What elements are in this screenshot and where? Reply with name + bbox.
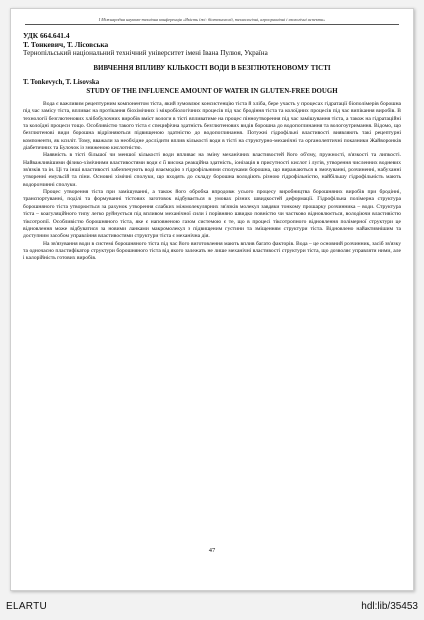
authors-ukrainian: Т. Тонкевич, Т. Лісовська (23, 40, 109, 49)
article-content (23, 31, 401, 263)
body-paragraph: Наявність в тісті більшої чи меншої кількості води впливає на зміну механічних властивостей його об'єму, пружності, в'язкості та липкості. Найважливішими фізико-хімічними властивостями води є її висока реакційна здатність, іонізація в присутності кислот і лугів, утворення численних водневих зв'язків та ін. Ці та інші властивості забезпечують воді взаємодію з гідрофільними сполуками борошна, що виражаються в змочуванні, розчиненні, набуханні утворенні емульсій та піни. Основні хімічні сполуки, що входять до складу борошна володіють різною гідрофільністю, найбільшу гідрофільність мають водорозчинні сполуки. (23, 152, 401, 188)
body-paragraph: На зв'язування води в системі борошняного тіста під час його виготовлення мають вплив багато факторів. Вода – це основний розчинник, засіб зв'язку та одночасно пластифікатор структури борошняного тіста від якого залежать не лише механічні властивості структури тіста, що дозволяє управляти ними, але і калорійність готових виробів. (23, 240, 401, 262)
running-header: І Міжнародна науково-технічна конференція «Якість їжі: біотехнології, технологічні, агроорганічні і екологічні аспекти» (25, 17, 399, 25)
title-ukrainian: ВИВЧЕННЯ ВПЛИВУ КІЛЬКОСТІ ВОДИ В БЕЗГЛЮТЕНОВОМУ ТІСТІ (93, 64, 331, 72)
authors-english: T. Tonkevych, T. Lisovska (23, 79, 100, 86)
page-number: 47 (208, 547, 216, 554)
footer-repository-name: ELARTU (6, 601, 48, 612)
title-english: STUDY OF THE INFLUENCE AMOUNT OF WATER IN GLUTEN-FREE DOUGH (86, 87, 338, 95)
article-body (23, 101, 401, 263)
body-paragraph: Процес утворення тіста при замішуванні, а також його обробка впродовж усього процесу виробництва борошняних виробів при бродінні, транспортуванні, поділі та формуванні тістових заготовок відбувається в умовах різних швидкостей деформації. Гідрофільна полімерна структура борошняного тіста утворюється за рахунок утворення слабких міжмолекулярних зв'язків молекул завдяки тонкому прошарку розчинника – води. Структура тіста – коагуляційного типу легко руйнується під впливом механічної сили і порівняно швидко повністю чи частково відновлюється, володіючи властивістю тіксотропії. Особливістю борошняного тіста, яке є наповненою газом системою є те, що в процесі тіксотропного відновлення полімерної структури це відновлення може відбуватися за новими ланками макромолекул з підвищеним густини та зміщенням структури тіста. Відновлено найактивнішим та доступним засобом управління властивостями структури тіста є механічна дія. (23, 189, 401, 240)
affiliation: Тернопільський національний технічний університет імені Івана Пулюя, Україна (23, 49, 268, 57)
udc-code: УДК 664.641.4 (23, 31, 70, 40)
document-page (10, 8, 414, 591)
footer-handle-link[interactable]: hdl:lib/35453 (361, 601, 418, 612)
body-paragraph: Вода є важливим рецептурним компонентом тіста, який зумовлює консистенцію тіста й хліба, бере участь у процесах гідратації біополімерів борошна під час замісу тіста, впливає на протікання біохімічних і мікробіологічних процесів під час бродіння тіста та колоїдних процесів під час випікання виробів. В технології безглютенових хлібобулочних виробів вміст вологи в тісті впливатиме на процес пінноутворення під час замішування тіста, а також на гідратаційні та колоїдні процеси тощо. Особливістю такого тіста є специфічна здатність безглютенових видів борошна до водопоглинання та вологоутримання. Відомо, що безглютенові види борошна відрізняються підвищеною здатністю до водопоглинання. Потужні гідрофільні властивості виявляють такі рецептурні компоненти, як ксиліт. Тому, вважали за необхідне дослідити вплив кількості води в тісті на структурно-механічні та органолептичні показники Жайворонків діабетичних та Булочок із зниженою кислотністю. (23, 101, 401, 152)
